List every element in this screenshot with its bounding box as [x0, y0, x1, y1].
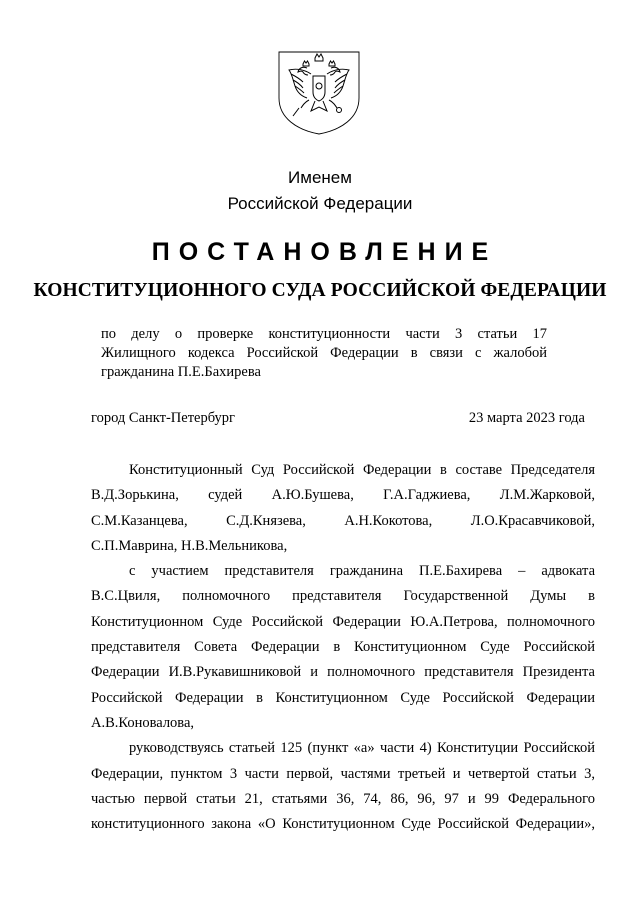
court-name: КОНСТИТУЦИОННОГО СУДА РОССИЙСКОЙ ФЕДЕРАЦИИ: [33, 280, 607, 301]
body-line: конституционного закона «О Конституционном Суде Российской Федерации»,: [91, 816, 595, 833]
body-line: Конституционном Суде Российской Федерации Ю.А.Петрова, полномочного: [91, 613, 595, 630]
body-line: представителя Совета Федерации в Конституционном Суде Российской: [91, 639, 595, 656]
invocation-line-1: Именем: [288, 168, 352, 187]
document-body: [91, 460, 595, 839]
case-subject: [101, 325, 547, 382]
body-line: Федерации, пунктом 3 части первой, частями третьей и четвертой статьи 3,: [91, 765, 595, 782]
body-line: А.В.Коновалова,: [91, 714, 195, 731]
body-line: Федерации И.В.Рукавишниковой и полномочного представителя Президента: [91, 664, 595, 681]
body-line: Российской Федерации в Конституционном Суде Российской Федерации: [91, 689, 595, 706]
body-line: В.С.Цвиля, полномочного представителя Государственной Думы в: [91, 588, 595, 605]
date-of-issue: 23 марта 2023 года: [468, 410, 585, 426]
body-line: Конституционный Суд Российской Федерации в составе Председателя: [129, 462, 595, 478]
invocation-line-2: Российской Федерации: [227, 194, 413, 213]
body-line: с участием представителя гражданина П.Е.Бахирева – адвоката: [129, 563, 595, 580]
coat-of-arms-emblem: [273, 50, 365, 136]
body-line: руководствуясь статьей 125 (пункт «а» части 4) Конституции Российской: [129, 740, 595, 757]
body-line: С.М.Казанцева, С.Д.Князева, А.Н.Кокотова, Л.О.Красавчиковой,: [91, 512, 595, 529]
body-line: частью первой статьи 21, статьями 36, 74, 86, 96, 97 и 99 Федерального: [91, 790, 595, 807]
body-line: В.Д.Зорькина, судей А.Ю.Бушева, Г.А.Гаджиева, Л.М.Жарковой,: [91, 487, 595, 504]
subject-line: по делу о проверке конституционности части 3 статьи 17: [101, 326, 547, 342]
body-line: С.П.Маврина, Н.В.Мельникова,: [91, 537, 288, 554]
subject-line: Жилищного кодекса Российской Федерации в связи с жалобой: [101, 345, 547, 361]
place-of-issue: город Санкт-Петербург: [91, 410, 236, 426]
document-title: ПОСТАНОВЛЕНИЕ: [151, 238, 498, 266]
subject-line: гражданина П.Е.Бахирева: [101, 364, 261, 380]
